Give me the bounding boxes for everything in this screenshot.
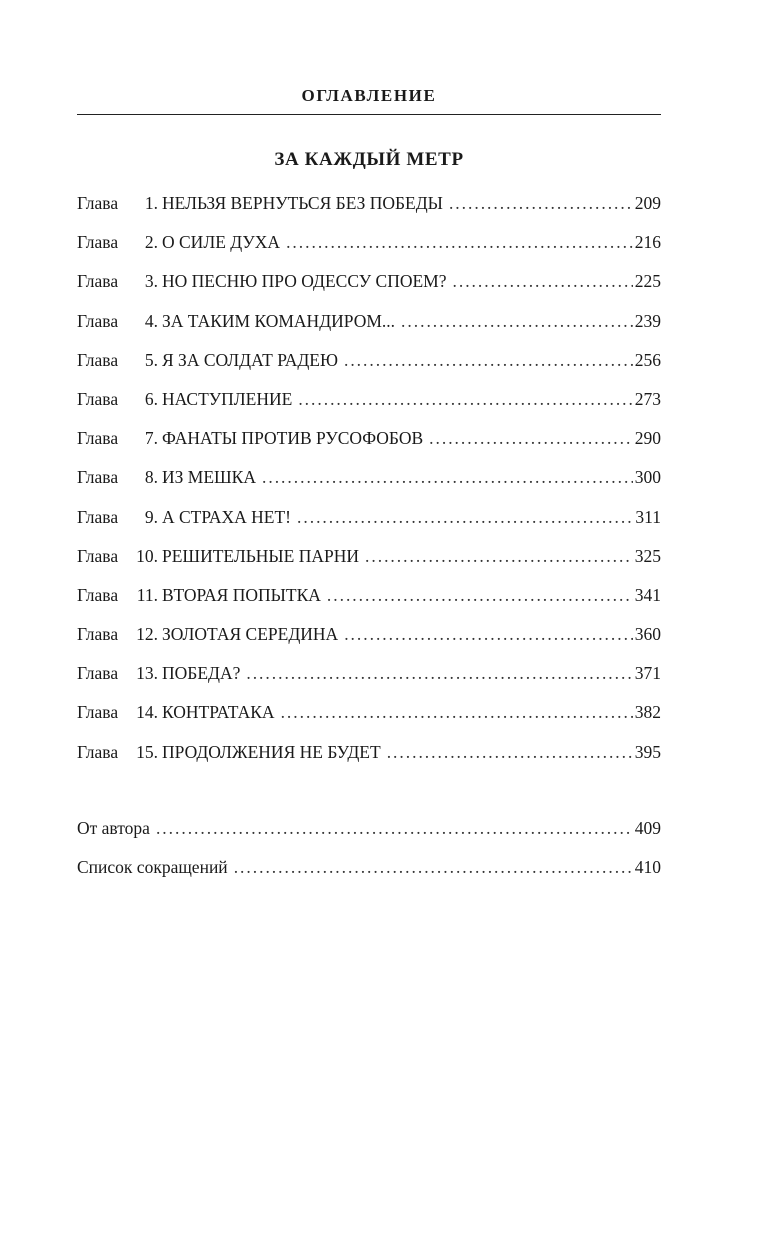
dot-leader — [387, 742, 633, 763]
chapter-list — [77, 193, 661, 781]
chapter-number: 3. — [144, 271, 158, 292]
chapter-number: 10. — [136, 545, 158, 566]
toc-entry-from-author[interactable] — [77, 818, 661, 857]
toc-entry-chapter-4[interactable] — [77, 311, 661, 350]
toc-entry-chapter-10[interactable] — [77, 546, 661, 585]
chapter-page-number: 216 — [634, 232, 661, 253]
chapter-page-number: 382 — [634, 702, 661, 723]
toc-entry-chapter-3[interactable] — [77, 271, 661, 310]
chapter-number: 1. — [144, 193, 158, 213]
dot-leader — [156, 818, 633, 839]
chapter-number: 2. — [144, 232, 158, 253]
chapter-number: 6. — [144, 388, 158, 409]
back-matter-page-number: 410 — [634, 857, 661, 878]
chapter-prefix: Глава — [77, 663, 119, 684]
back-matter-list — [77, 818, 661, 896]
page-header-title: ОГЛАВЛЕНИЕ — [301, 86, 437, 105]
toc-entry-chapter-14[interactable] — [77, 702, 661, 741]
chapter-page-number: 225 — [634, 271, 661, 292]
toc-entry-chapter-6[interactable] — [77, 389, 661, 428]
dot-leader — [344, 624, 633, 645]
chapter-title: ЗОЛОТАЯ СЕРЕДИНА — [162, 624, 339, 645]
toc-entry-chapter-7[interactable] — [77, 428, 661, 467]
dot-leader — [281, 702, 633, 723]
chapter-page-number: 360 — [634, 624, 661, 645]
chapter-title: ФАНАТЫ ПРОТИВ РУСОФОБОВ — [162, 428, 424, 449]
back-matter-title: Список сокращений — [77, 857, 228, 878]
toc-entry-chapter-12[interactable] — [77, 624, 661, 663]
chapter-title: НО ПЕСНЮ ПРО ОДЕССУ СПОЕМ? — [162, 271, 447, 292]
chapter-page-number: 325 — [634, 545, 661, 566]
dot-leader — [327, 585, 633, 606]
toc-entry-chapter-1[interactable] — [77, 193, 661, 232]
back-matter-page-number: 409 — [634, 818, 661, 838]
chapter-number: 8. — [144, 467, 158, 488]
chapter-title: Я ЗА СОЛДАТ РАДЕЮ — [162, 349, 338, 370]
chapter-prefix: Глава — [77, 584, 119, 605]
chapter-page-number: 290 — [634, 428, 661, 449]
chapter-title: РЕШИТЕЛЬНЫЕ ПАРНИ — [162, 545, 360, 566]
chapter-page-number: 239 — [634, 310, 661, 331]
chapter-prefix: Глава — [77, 741, 119, 762]
chapter-title: НЕЛЬЗЯ ВЕРНУТЬСЯ БЕЗ ПОБЕДЫ — [162, 193, 443, 213]
chapter-title: ИЗ МЕШКА — [162, 467, 256, 488]
chapter-prefix: Глава — [77, 193, 119, 213]
toc-entry-abbreviations[interactable] — [77, 857, 661, 896]
chapter-prefix: Глава — [77, 388, 119, 409]
chapter-page-number: 256 — [634, 349, 661, 370]
chapter-number: 5. — [144, 349, 158, 370]
header-divider — [77, 114, 661, 115]
chapter-page-number: 371 — [634, 663, 661, 684]
toc-entry-chapter-15[interactable] — [77, 742, 661, 781]
chapter-prefix: Глава — [77, 232, 119, 253]
chapter-title: О СИЛЕ ДУХА — [162, 232, 281, 253]
chapter-title: ПОБЕДА? — [162, 663, 241, 684]
chapter-page-number: 209 — [634, 193, 661, 213]
toc-entry-chapter-11[interactable] — [77, 585, 661, 624]
chapter-number: 13. — [136, 663, 158, 684]
chapter-page-number: 311 — [635, 506, 661, 527]
chapter-page-number: 300 — [634, 467, 661, 488]
chapter-number: 7. — [144, 428, 158, 449]
dot-leader — [298, 389, 632, 410]
dot-leader — [344, 350, 633, 371]
chapter-number: 12. — [136, 624, 158, 645]
chapter-title: ВТОРАЯ ПОПЫТКА — [162, 584, 321, 605]
chapter-title: КОНТРАТАКА — [162, 702, 275, 723]
dot-leader — [429, 428, 633, 449]
chapter-prefix: Глава — [77, 310, 119, 331]
dot-leader — [365, 546, 633, 567]
back-matter-title: От автора — [77, 818, 150, 838]
dot-leader — [449, 193, 633, 214]
dot-leader — [262, 467, 633, 488]
dot-leader — [286, 232, 633, 253]
chapter-title: ЗА ТАКИМ КОМАНДИРОМ... — [162, 310, 396, 331]
dot-leader — [401, 311, 633, 332]
chapter-number: 14. — [136, 702, 158, 723]
dot-leader — [246, 663, 632, 684]
chapter-number: 11. — [136, 584, 158, 605]
chapter-page-number: 341 — [634, 584, 661, 605]
chapter-page-number: 395 — [634, 741, 661, 762]
toc-entry-chapter-2[interactable] — [77, 232, 661, 271]
chapter-page-number: 273 — [634, 388, 661, 409]
chapter-prefix: Глава — [77, 624, 119, 645]
toc-entry-chapter-9[interactable] — [77, 507, 661, 546]
chapter-prefix: Глава — [77, 349, 119, 370]
chapter-title: А СТРАХА НЕТ! — [162, 506, 292, 527]
chapter-prefix: Глава — [77, 506, 119, 527]
chapter-number: 15. — [136, 741, 158, 762]
dot-leader — [234, 857, 633, 878]
toc-entry-chapter-8[interactable] — [77, 467, 661, 506]
chapter-title: НАСТУПЛЕНИЕ — [162, 388, 293, 409]
chapter-prefix: Глава — [77, 545, 119, 566]
section-title: ЗА КАЖДЫЙ МЕТР — [274, 149, 464, 170]
chapter-number: 4. — [144, 310, 158, 331]
toc-entry-chapter-5[interactable] — [77, 350, 661, 389]
chapter-number: 9. — [144, 506, 158, 527]
dot-leader — [453, 271, 633, 292]
chapter-prefix: Глава — [77, 702, 119, 723]
chapter-title: ПРОДОЛЖЕНИЯ НЕ БУДЕТ — [162, 741, 381, 762]
chapter-prefix: Глава — [77, 428, 119, 449]
dot-leader — [297, 507, 633, 528]
chapter-prefix: Глава — [77, 467, 119, 488]
toc-entry-chapter-13[interactable] — [77, 663, 661, 702]
chapter-prefix: Глава — [77, 271, 119, 292]
